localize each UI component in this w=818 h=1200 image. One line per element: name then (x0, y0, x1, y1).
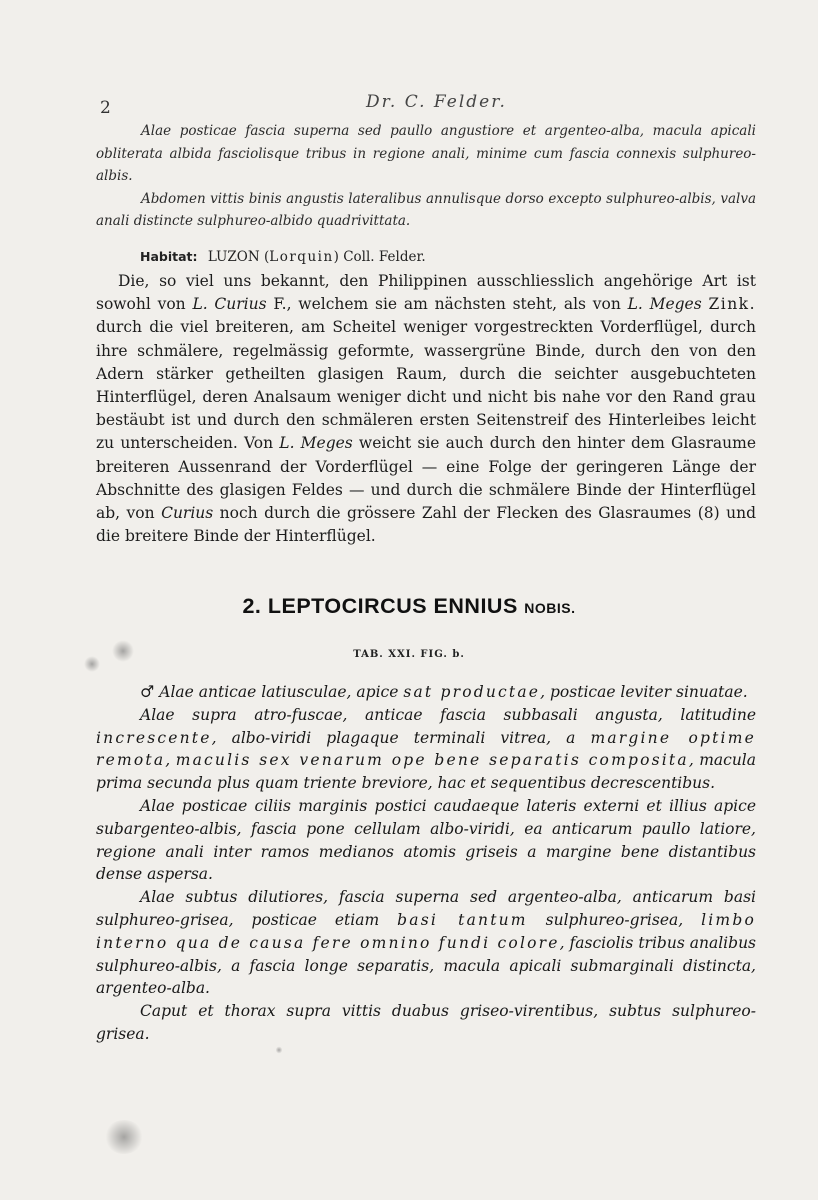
german-text: Die, so viel uns bekannt, den Philippinen ausschliesslich angehörige Art ist sowohl von (96, 272, 756, 314)
spaced-emphasis: basi tantum (397, 910, 528, 929)
latin-text: Alae anticae latiusculae, apice (154, 683, 404, 701)
species-name: Curius (161, 504, 214, 523)
author-name: Zink. (708, 295, 756, 314)
latin-paragraph-alae-subtus (96, 886, 756, 1000)
paper-speck (276, 1046, 282, 1054)
species-name: L. Curius (192, 295, 267, 314)
paper-speck (104, 1120, 144, 1154)
species-name: L. Meges (627, 295, 702, 314)
latin-text: Alae subtus dilutiores, fascia superna sed argenteo-alba, anticarum basi sulphureo-grisea, posticae etiam (96, 888, 756, 929)
page-number: 2 (100, 98, 111, 118)
latin-text: Alae supra atro-fuscae, anticae fascia subbasali angusta, latitudine (140, 705, 756, 724)
habitat-collection: Coll. Felder. (343, 249, 426, 265)
german-text: durch die viel breiteren, am Scheitel weniger vorgestreckten Vorderflügel, durch ihre schmälere, regelmässig geformte, wassergrüne Binde, durch den von den Adern stärker getheilten glasigen Raum, durch die seichter ausgebuchteten Hinterflügel, deren Analsaum weniger dicht und nicht bis nahe vor den Rand grau bestäubt ist und durch den schmäleren ersten Seitenstreif des Hinterleibes leicht zu unterscheiden. Von (96, 318, 756, 453)
german-text: weicht sie auch durch den hinter dem Glasraume breiteren Aussenrand der Vorderflügel — eine Folge der geringeren Länge der Abschnitte des glasigen Feldes — und durch die schmälere Binde der Hinterflügel ab, von (96, 434, 756, 523)
latin-paragraph-alae-supra (96, 704, 756, 795)
german-comparison-text (96, 270, 756, 548)
male-symbol-icon: ♂ (140, 682, 155, 701)
habitat-line: Habitat: LUZON (Lorquin) Coll. Felder. (140, 249, 426, 265)
spaced-emphasis: maculis sex venarum ope bene separatis composita (175, 751, 689, 770)
latin-paragraph-alae-anticae (96, 681, 756, 704)
german-text: F., welchem sie am nächsten steht, als von (266, 295, 628, 314)
species-heading-title: 2. LEPTOCIRCUS ENNIUS (242, 594, 518, 618)
species-heading (0, 594, 818, 619)
latin-paragraph-alae-posticae: Alae posticae fascia superna sed paullo angustiore et argenteo-alba, macula apicali obliterata albida fasciolisque tribus in regione anali, minime cum fascia connexis sulphureo-albis. (96, 123, 756, 184)
latin-text: , posticae leviter sinuatae. (540, 683, 748, 701)
paper-speck (84, 656, 100, 672)
latin-paragraph-abdomen: Abdomen vittis binis angustis lateralibus annulisque dorso excepto sulphureo-albis, valva anali distincte sulphureo-albido quadrivittata. (96, 190, 756, 229)
latin-text: sulphureo-grisea, (527, 910, 702, 929)
latin-text: , macula prima secunda plus quam triente breviore, hac et sequentibus decrescentibus. (96, 751, 757, 793)
habitat-collector: Lorquin (269, 249, 334, 265)
species-name: L. Meges (279, 434, 353, 453)
running-head: Dr. C. Felder. (366, 92, 507, 112)
spaced-emphasis: limbo interno qua de causa fere omnino fundi colore (96, 910, 756, 952)
latin-text: , fasciolis tribus analibus sulphureo-albis, a fascia longe separatis, macula apicali submarginali distincta, argenteo-alba. (96, 933, 757, 998)
german-text: noch durch die grössere Zahl der Flecken des Glasraumes (8) und die breitere Binde der Hinterflügel. (96, 504, 756, 546)
latin-text: , (165, 751, 176, 770)
species-heading-author: NOBIS. (524, 600, 576, 616)
habitat-label: Habitat: (140, 249, 198, 264)
spaced-emphasis: sat productae (403, 683, 541, 701)
paper-speck (112, 640, 134, 662)
german-paragraph (96, 270, 756, 548)
latin-description-ennius (96, 681, 756, 1046)
latin-paragraph-caput: Caput et thorax supra vittis duabus griseo-virentibus, subtus sulphureo-grisea. (96, 1002, 756, 1043)
spaced-emphasis: margine optime remota (96, 728, 756, 770)
plate-reference: TAB. XXI. FIG. b. (353, 649, 465, 660)
habitat-place: LUZON (207, 249, 260, 265)
latin-text: , albo-viridi plagaque terminali vitrea, a (211, 728, 591, 747)
latin-description-hindwing (96, 120, 756, 233)
latin-paragraph-alae-posticae-ennius: Alae posticae ciliis marginis postici caudaeque lateris externi et illius apice subargenteo-albis, fascia pone cellulam albo-viridi, ea anticarum paullo latiore, regione anali inter ramos medianos atomis griseis a margine bene distantibus dense aspersa. (96, 796, 756, 884)
spaced-emphasis: increscente (96, 728, 212, 747)
